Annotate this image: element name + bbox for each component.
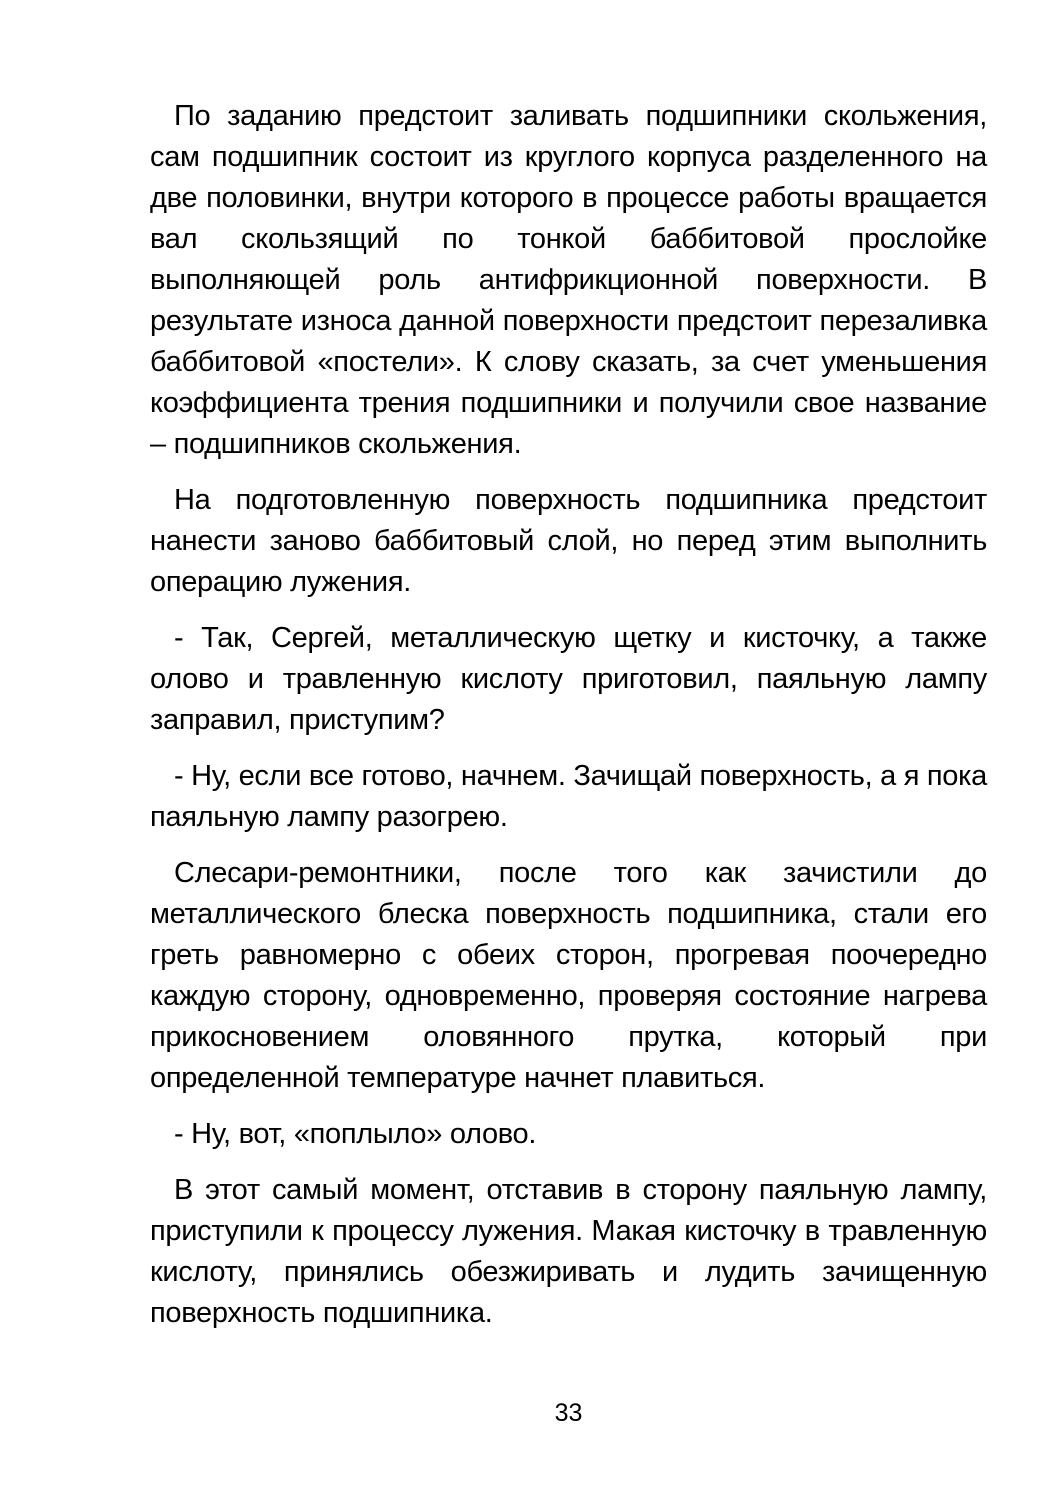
paragraph-dialogue: - Так, Сергей, металлическую щетку и кисточку, а также олово и травленную кислоту приготовил, паяльную лампу заправил, приступим? [150,622,987,736]
page-number: 33 [554,1399,583,1427]
paragraph: На подготовленную поверхность подшипника предстоит нанести заново баббитовый слой, но перед этим выполнить операцию лужения. [150,484,987,598]
page-body [150,96,987,1334]
paragraph-dialogue: - Ну, вот, «поплыло» олово. [174,1118,537,1150]
paragraph-dialogue: - Ну, если все готово, начнем. Зачищай поверхность, а я пока паяльную лампу разогрею. [150,760,987,833]
paragraph: В этот самый момент, отставив в сторону паяльную лампу, приступили к процессу лужения. Макая кисточку в травленную кислоту, принялись обезжиривать и лудить зачищенную поверхность подшипника. [150,1174,987,1329]
page-footer [150,1398,987,1428]
paragraph: По заданию предстоит заливать подшипники скольжения, сам подшипник состоит из круглого корпуса разделенного на две половинки, внутри которого в процессе работы вращается вал скользящий по тонкой баббитовой прослойке выполняющей роль антифрикционной поверхности. В результате износа данной поверхности предстоит перезаливка баббитовой «постели». К слову сказать, за счет уменьшения коэффициента трения подшипники и получили свое название – подшипников скольжения. [150,100,987,460]
paragraph: Слесари-ремонтники, после того как зачистили до металлического блеска поверхность подшипника, стали его греть равномерно с обеих сторон, прогревая поочередно каждую сторону, одновременно, проверяя состояние нагрева прикосновением оловянного прутка, который при определенной температуре начнет плавиться. [150,857,987,1094]
